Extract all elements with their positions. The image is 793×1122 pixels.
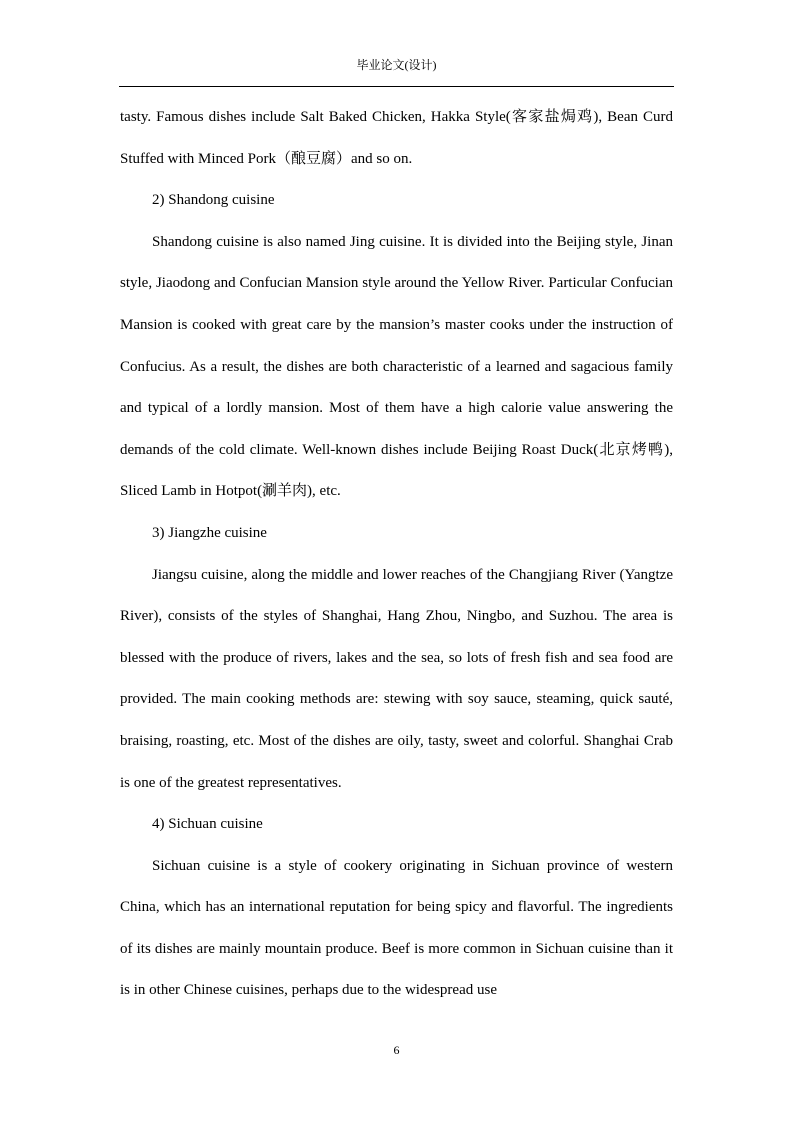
paragraph-jiangzhe: Jiangsu cuisine, along the middle and lower reaches of the Changjiang River (Yangtze River), consists of the styles of Shanghai, Hang Zhou, Ningbo, and Suzhou. The area is blessed with the produce of rivers, lakes and the sea, so lots of fresh fish and sea food are provided. The main cooking methods are: stewing with soy sauce, steaming, quick sauté, braising, roasting, etc. Most of the dishes are oily, tasty, sweet and colorful. Shanghai Crab is one of the greatest representatives. [120,566,673,791]
document-body [120,97,673,1012]
paragraph-continued: tasty. Famous dishes include Salt Baked Chicken, Hakka Style(客家盐焗鸡), Bean Curd Stuffed with Minced Pork（酿豆腐）and so on. [120,109,673,167]
page-number: 6 [393,1043,400,1057]
header-divider [119,86,674,87]
paragraph-shandong: Shandong cuisine is also named Jing cuisine. It is divided into the Beijing style, Jinan style, Jiaodong and Confucian Mansion style around the Yellow River. Particular Confucian Mansion is cooked with great care by the mansion’s master cooks under the instruction of Confucius. As a result, the dishes are both characteristic of a learned and sagacious family and typical of a lordly mansion. Most of them have a high calorie value answering the demands of the cold climate. Well-known dishes include Beijing Roast Duck(北京烤鸭), Sliced Lamb in Hotpot(涮羊肉), etc. [120,233,673,500]
section-heading-shandong: 2) Shandong cuisine [152,192,275,209]
section-heading-sichuan: 4) Sichuan cuisine [152,816,263,833]
section-heading-jiangzhe: 3) Jiangzhe cuisine [152,524,267,541]
paragraph-sichuan: Sichuan cuisine is a style of cookery originating in Sichuan province of western China, which has an international reputation for being spicy and flavorful. The ingredients of its dishes are mainly mountain produce. Beef is more common in Sichuan cuisine than it is in other Chinese cuisines, perhaps due to the widespread use [120,857,673,999]
page-header-title: 毕业论文(设计) [356,58,437,72]
